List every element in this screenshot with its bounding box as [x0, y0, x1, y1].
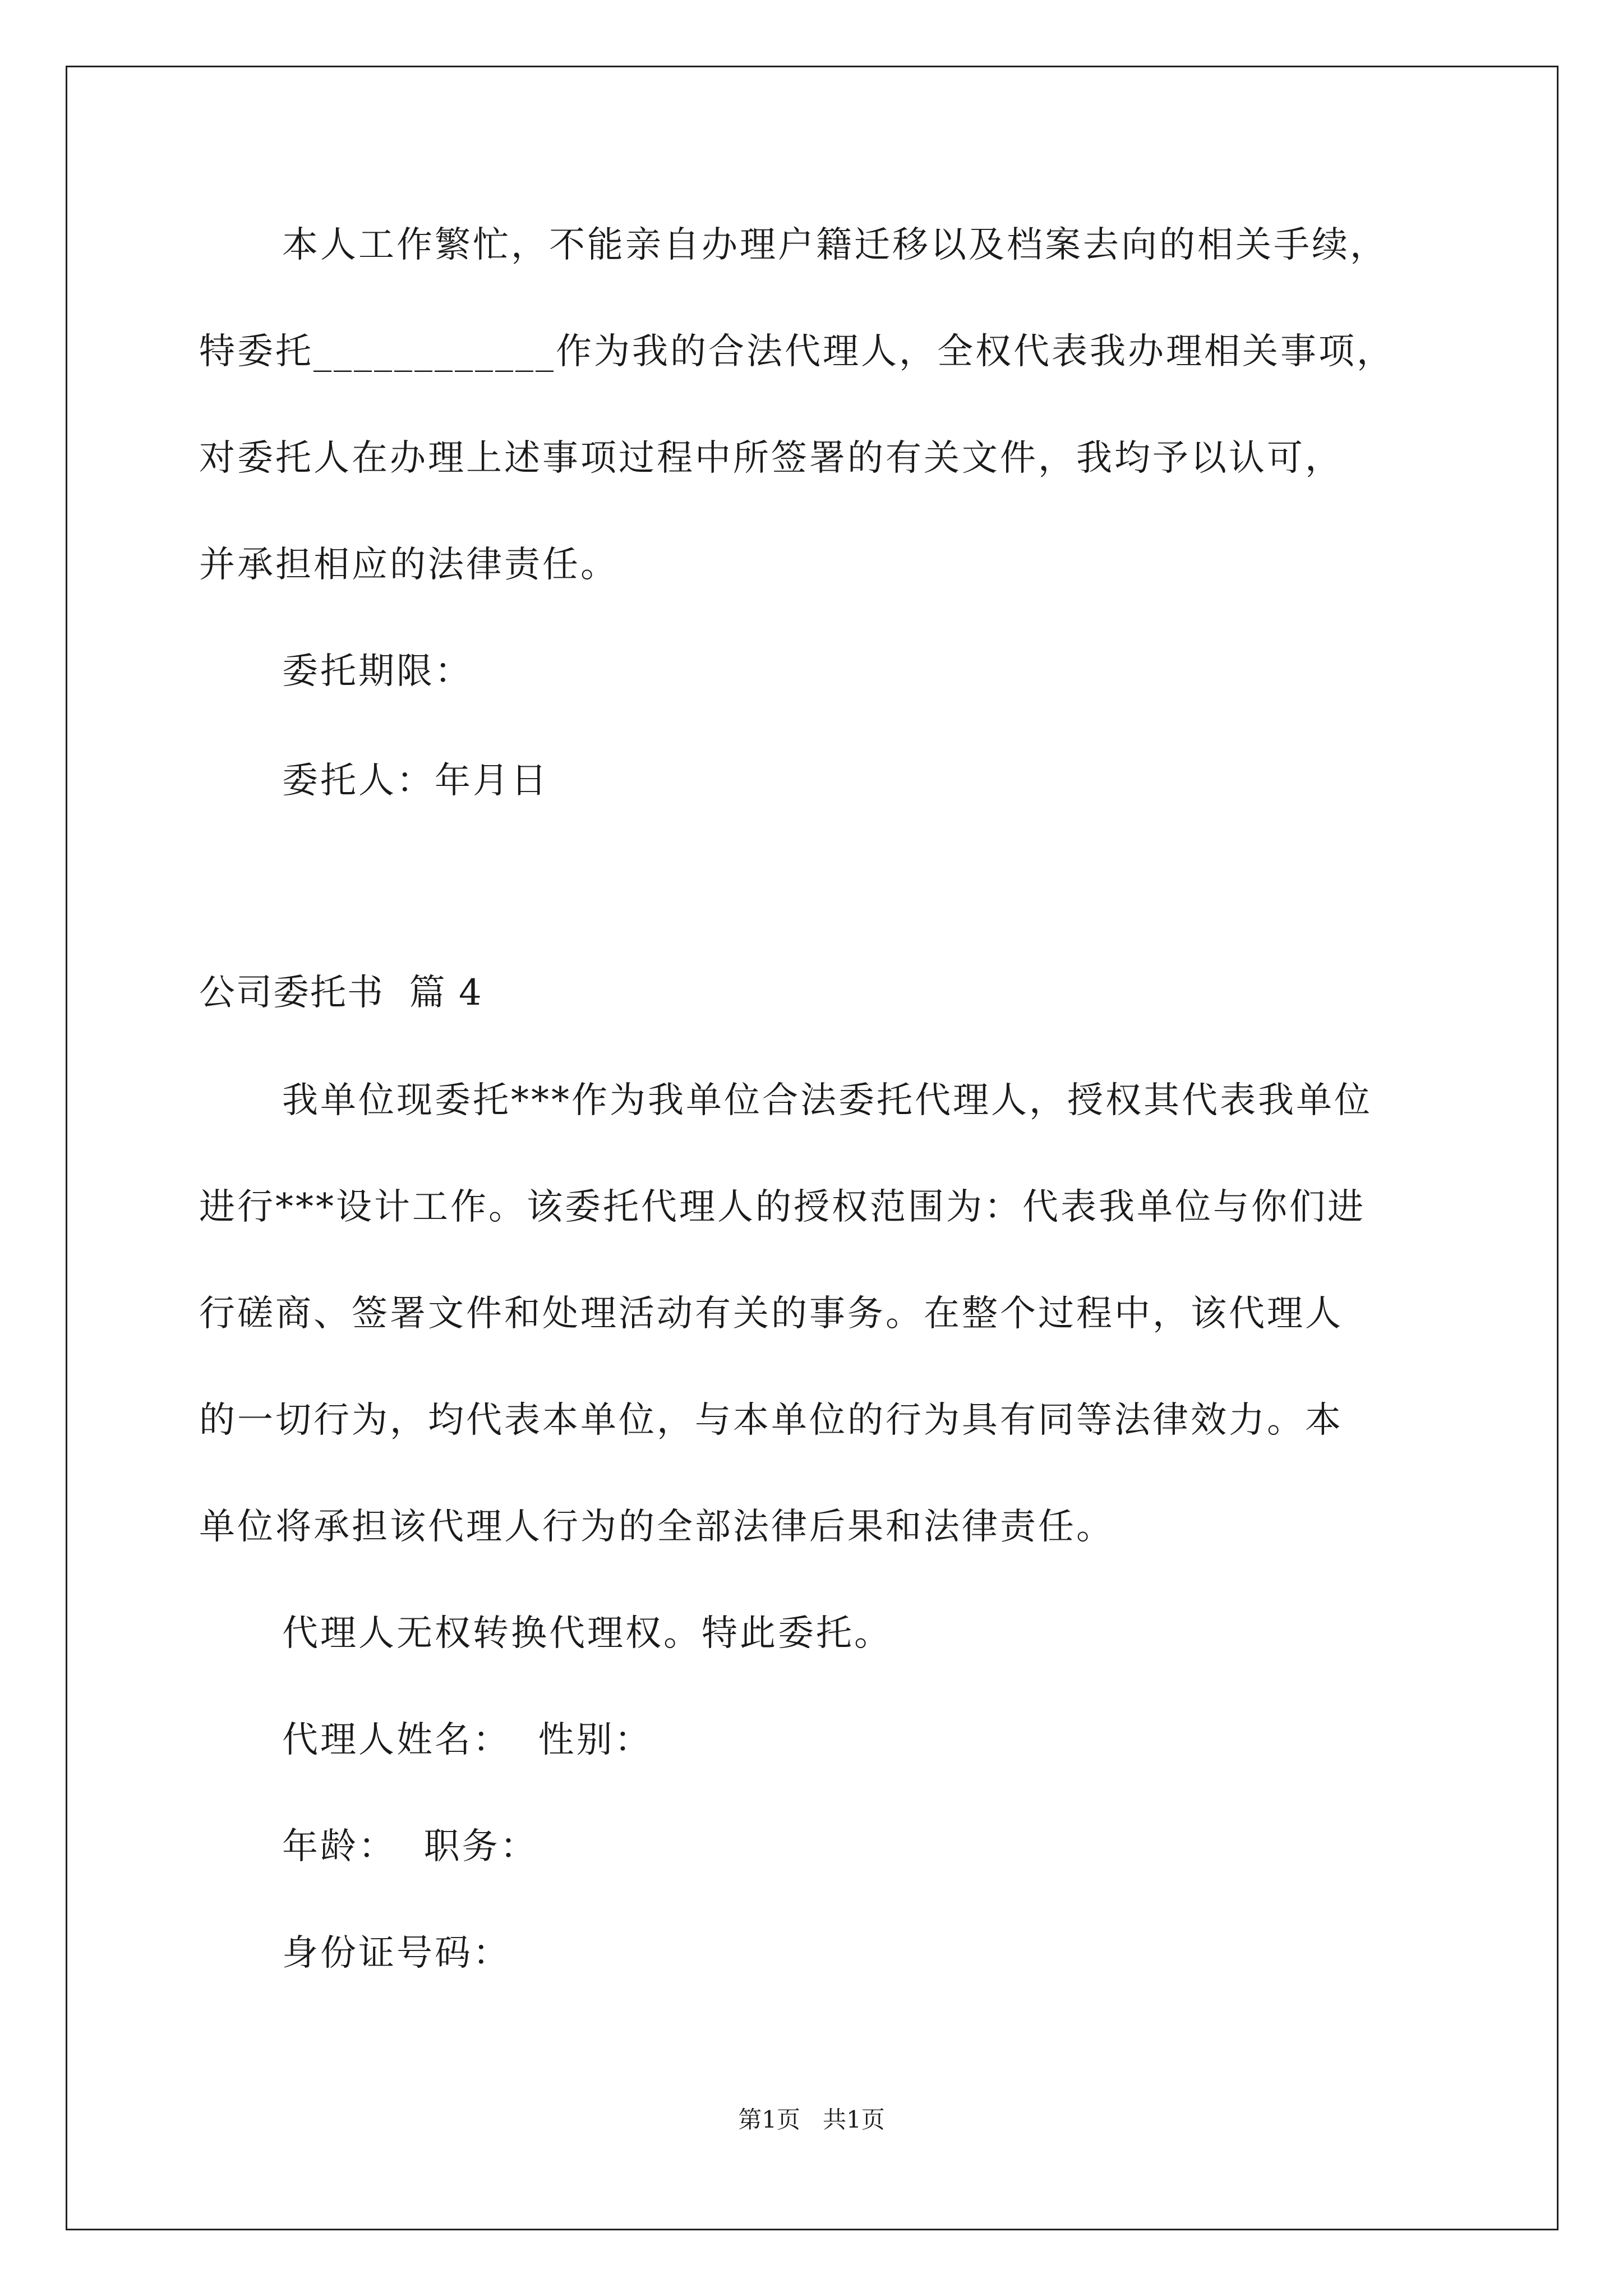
paragraph-line: 行磋商、签署文件和处理活动有关的事务。在整个过程中，该代理人 — [199, 1293, 1343, 1335]
paragraph-line: 并承担相应的法律责任。 — [199, 544, 619, 586]
section-heading: 公司委托书 篇 4 — [199, 972, 483, 1014]
paragraph-line: 本人工作繁忙，不能亲自办理户籍迁移以及档案去向的相关手续， — [282, 224, 1388, 266]
paragraph-line: 我单位现委托***作为我单位合法委托代理人，授权其代表我单位 — [282, 1080, 1372, 1121]
no-transfer-statement: 代理人无权转换代理权。特此委托。 — [282, 1613, 892, 1654]
id-number-field: 身份证号码： — [282, 1932, 511, 1974]
page-border — [66, 66, 1559, 2230]
signature-line: 委托人：年月日 — [282, 760, 549, 802]
term-label: 委托期限： — [282, 651, 473, 692]
paragraph-line: 进行***设计工作。该委托代理人的授权范围为：代表我单位与你们进 — [199, 1186, 1366, 1228]
paragraph-line: 特委托____________作为我的合法代理人，全权代表我办理相关事项， — [199, 331, 1395, 372]
paragraph-line: 的一切行为，均代表本单位，与本单位的行为具有同等法律效力。本 — [199, 1400, 1343, 1441]
agent-name-gender-field: 代理人姓名： 性别： — [282, 1719, 653, 1761]
paragraph-line: 对委托人在办理上述事项过程中所签署的有关文件，我均予以认可， — [199, 438, 1343, 479]
age-position-field: 年龄： 职务： — [282, 1826, 538, 1867]
page-footer: 第1页 共1页 — [738, 2106, 885, 2133]
paragraph-line: 单位将承担该代理人行为的全部法律后果和法律责任。 — [199, 1506, 1114, 1548]
